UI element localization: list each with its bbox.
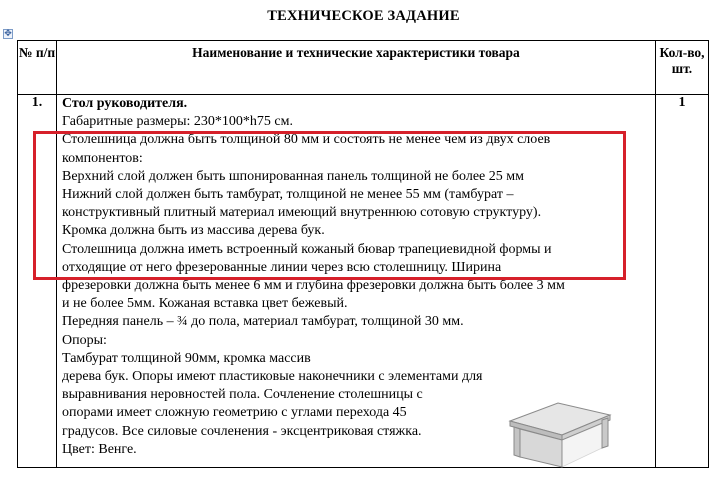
description-line: Столешница должна иметь встроенный кожаный бювар трапециевидной формы и — [62, 241, 552, 257]
description-line: Габаритные размеры: 230*100*h75 см. — [62, 114, 294, 130]
row-quantity: 1 — [656, 95, 709, 468]
description-line: Нижний слой должен быть тамбурат, толщиной не менее 55 мм (тамбурат – — [62, 187, 514, 203]
document-title: ТЕХНИЧЕСКОЕ ЗАДАНИЕ — [267, 8, 460, 24]
header-description: Наименование и технические характеристики товара — [57, 41, 656, 95]
description-line: компонентов: — [62, 150, 143, 166]
description-line: выравнивания неровностей пола. Сочленение столешницы с — [62, 387, 423, 403]
table-move-handle-icon[interactable]: ✥ — [4, 29, 12, 39]
description-line: градусов. Все силовые сочленения - эксцентриковая стяжка. — [62, 423, 422, 439]
description-line: Опоры: — [62, 332, 107, 348]
description-line: Цвет: Венге. — [62, 441, 137, 457]
highlight-annotation-box — [33, 131, 626, 280]
description-line: дерева бук. Опоры имеют пластиковые наконечники с элементами для — [62, 369, 483, 385]
description-line: опорами имеет сложную геометрию с углами перехода 45 — [62, 405, 407, 421]
description-line: Верхний слой должен быть шпонированная панель толщиной не более 25 мм — [62, 168, 524, 184]
row-number: 1. — [18, 95, 57, 468]
item-title: Стол руководителя. — [62, 96, 188, 111]
description-line: Столешница должна быть толщиной 80 мм и состоять не менее чем из двух слоев — [62, 132, 551, 148]
description-line: Тамбурат толщиной 90мм, кромка массив — [62, 350, 311, 366]
description-line: и не более 5мм. Кожаная вставка цвет бежевый. — [62, 296, 348, 312]
description-line: Кромка должна быть из массива дерева бук. — [62, 223, 325, 239]
table-header-row — [18, 41, 709, 95]
desk-illustration — [506, 399, 616, 469]
header-number: № п/п — [18, 41, 57, 95]
description-line: фрезеровки должна быть менее 6 мм и глубина фрезеровки должна быть более 3 мм — [62, 278, 565, 294]
header-quantity: Кол-во, шт. — [656, 41, 709, 95]
description-line: конструктивный плитный материал имеющий внутреннюю сотовую структуру). — [62, 205, 542, 221]
description-line: Передняя панель – ¾ до пола, материал тамбурат, толщиной 30 мм. — [62, 314, 464, 330]
description-line: отходящие от него фрезерованные линии через всю столешницу. Ширина — [62, 259, 502, 275]
